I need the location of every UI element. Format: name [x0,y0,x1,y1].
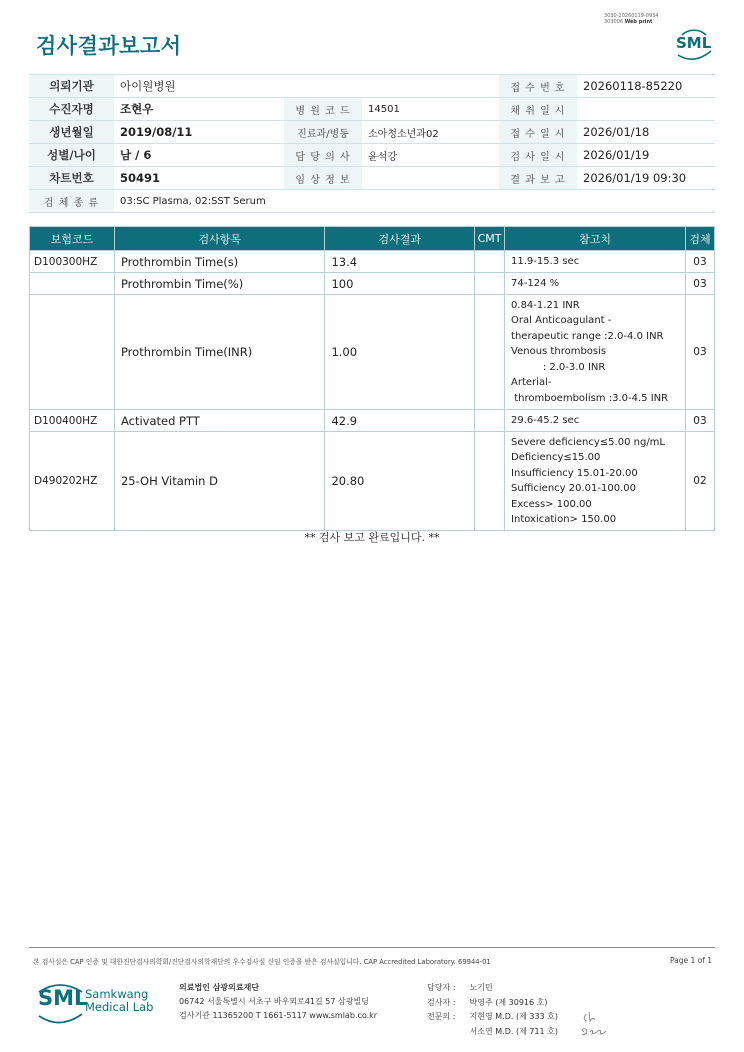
logo-name-line-2: Medical Lab [85,1000,154,1014]
reference-cell [505,410,686,432]
results-table [29,226,715,531]
col-header-result: 검사결과 [325,227,475,251]
report-value: 2026/01/19 09:30 [577,167,715,190]
name-label: 수진자명 [29,98,114,121]
report-label: 결 과 보 고 [499,167,577,190]
test-item-cell: Activated PTT [114,410,325,432]
reference-line: 0.84-1.21 INR [511,299,580,311]
samkwang-logo [36,980,156,1028]
col-header-cmt: CMT [475,227,505,251]
footer-divider [29,947,715,948]
col-header-code: 보험코드 [30,227,115,251]
hospital-label: 의뢰기관 [29,75,114,98]
chart-label: 차트번호 [29,167,114,190]
test-result-cell: 100 [325,273,475,295]
doctor-value: 윤석강 [362,144,499,167]
results-row [30,251,715,273]
collect-date-value [577,98,715,121]
organization-info [179,981,377,1023]
reference-line: : 2.0-3.0 INR [511,361,606,373]
sex-age-label: 성별/나이 [29,144,114,167]
results-header-row [30,227,715,251]
org-contact: 검사기관 11365200 T 1661-5117 www.smlab.co.kr [179,1011,378,1020]
staff-line: 검사자 : 박영주 (제 30916 호) [427,997,548,1007]
org-address: 06742 서울특별시 서초구 바우뫼로41길 57 삼광빌딩 [179,997,369,1006]
doctor-label: 담 당 의 사 [284,144,362,167]
logo-name [85,988,153,1014]
info-row [29,190,715,213]
cmt-cell [475,432,505,531]
sml-logo-top [674,25,714,65]
results-row [30,273,715,295]
reference-line: Intoxication> 150.00 [511,514,617,525]
reference-cell [505,273,686,295]
report-title: 검사결과보고서 [36,34,182,58]
receipt-date-label: 접 수 일 시 [499,121,577,144]
test-item-cell: Prothrombin Time(s) [114,251,325,273]
staff-info [427,981,558,1039]
test-result-cell: 1.00 [325,295,475,410]
cmt-cell [475,273,505,295]
specimen-cell: 03 [685,410,714,432]
receipt-no-value: 20260118-85220 [577,75,715,98]
specimen-cell: 03 [685,251,714,273]
info-row [29,144,715,167]
signature-icon [578,1008,610,1038]
test-item-cell: Prothrombin Time(INR) [114,295,325,410]
print-code [604,13,659,25]
col-header-reference: 참고치 [505,227,686,251]
clinical-label: 임 상 정 보 [284,167,362,190]
hospital-code-value: 14501 [362,98,499,121]
cmt-cell [475,295,505,410]
cmt-cell [475,251,505,273]
reference-cell [505,295,686,410]
sex-age-value: 남 / 6 [114,144,284,167]
info-row [29,121,715,144]
reference-cell [505,251,686,273]
test-item-cell: Prothrombin Time(%) [114,273,325,295]
info-row [29,75,715,98]
hospital-code-label: 병 원 코 드 [284,98,362,121]
specimen-cell: 02 [685,432,714,531]
dept-label: 진료과/병동 [284,121,362,144]
staff-line: 전문의 : 지현영 M.D. (제 333 호) [427,1012,559,1021]
name-value: 조현우 [114,98,284,121]
results-row [30,432,715,531]
receipt-date-value: 2026/01/18 [577,121,715,144]
print-code-line-1: 3030-20260119-0934 [604,13,659,19]
reference-cell [505,432,686,531]
specimen-label: 검 체 종 류 [29,190,114,213]
chart-value: 50491 [114,167,284,190]
org-name: 의료법인 삼광의료재단 [179,983,260,992]
col-header-specimen: 검체 [685,227,714,251]
dept-value: 소아청소년과02 [362,121,499,144]
insurance-code-cell: D100400HZ [30,410,115,432]
clinical-value [362,167,499,190]
staff-line: 담당자 : 노기민 [427,983,493,992]
reference-line: 11.9-15.3 sec [511,255,580,267]
reference-line: Oral Anticoagulant - [511,315,612,327]
test-date-label: 검 사 일 시 [499,144,577,167]
print-code-line-2: 303006 Web print [604,19,653,25]
birth-label: 생년월일 [29,121,114,144]
insurance-code-cell: D490202HZ [30,432,115,531]
test-result-cell: 20.80 [325,432,475,531]
test-result-cell: 13.4 [325,251,475,273]
results-row [30,295,715,410]
staff-line: 서소연 M.D. (제 711 호) [469,1026,559,1036]
page-number: Page 1 of 1 [670,956,713,965]
specimen-cell: 03 [685,273,714,295]
specimen-value: 03:SC Plasma, 02:SST Serum [114,190,715,213]
receipt-no-label: 접 수 번 호 [499,75,577,98]
reference-line: Sufficiency 20.01-100.00 [511,483,636,494]
test-result-cell: 42.9 [325,410,475,432]
logo-name-line-1: Samkwang [85,987,149,1001]
reference-line: Deficiency≤15.00 [511,452,601,463]
col-header-item: 검사항목 [114,227,325,251]
collect-date-label: 채 취 일 시 [499,98,577,121]
insurance-code-cell [30,295,115,410]
specimen-cell: 03 [685,295,714,410]
test-date-value: 2026/01/19 [577,144,715,167]
info-row [29,98,715,121]
patient-info-table [29,74,715,213]
accreditation-note: 본 검사실은 CAP 인증 및 대한진단검사의학회/진단검사의학재단의 우수검사실 신임 인증을 받은 검사실입니다. CAP Accredited Laboratory. 69944-01 [33,958,491,966]
results-body [30,251,715,531]
reference-line: 74-124 % [511,277,560,289]
insurance-code-cell [30,273,115,295]
reference-line: 29.6-45.2 sec [511,414,580,426]
cmt-cell [475,410,505,432]
reference-line: Insufficiency 15.01-20.00 [511,467,638,479]
reference-line: Severe deficiency≤5.00 ng/mL [511,436,665,448]
test-item-cell: 25-OH Vitamin D [114,432,325,531]
report-complete-message: ** 검사 보고 완료입니다. ** [304,531,440,544]
insurance-code-cell: D100300HZ [30,251,115,273]
reference-line: Venous thrombosis [511,346,607,358]
info-row [29,167,715,190]
reference-line: Arterial- [511,377,552,389]
results-row [30,410,715,432]
logo-text: SML [676,34,712,52]
birth-value: 2019/08/11 [114,121,284,144]
hospital-value: 아이원병원 [114,75,499,98]
reference-line: thromboembolism :3.0-4.5 INR [511,392,669,404]
reference-line: Excess> 100.00 [511,498,592,510]
reference-line: therapeutic range :2.0-4.0 INR [511,330,664,342]
logo-big-text: SML [38,986,88,1010]
